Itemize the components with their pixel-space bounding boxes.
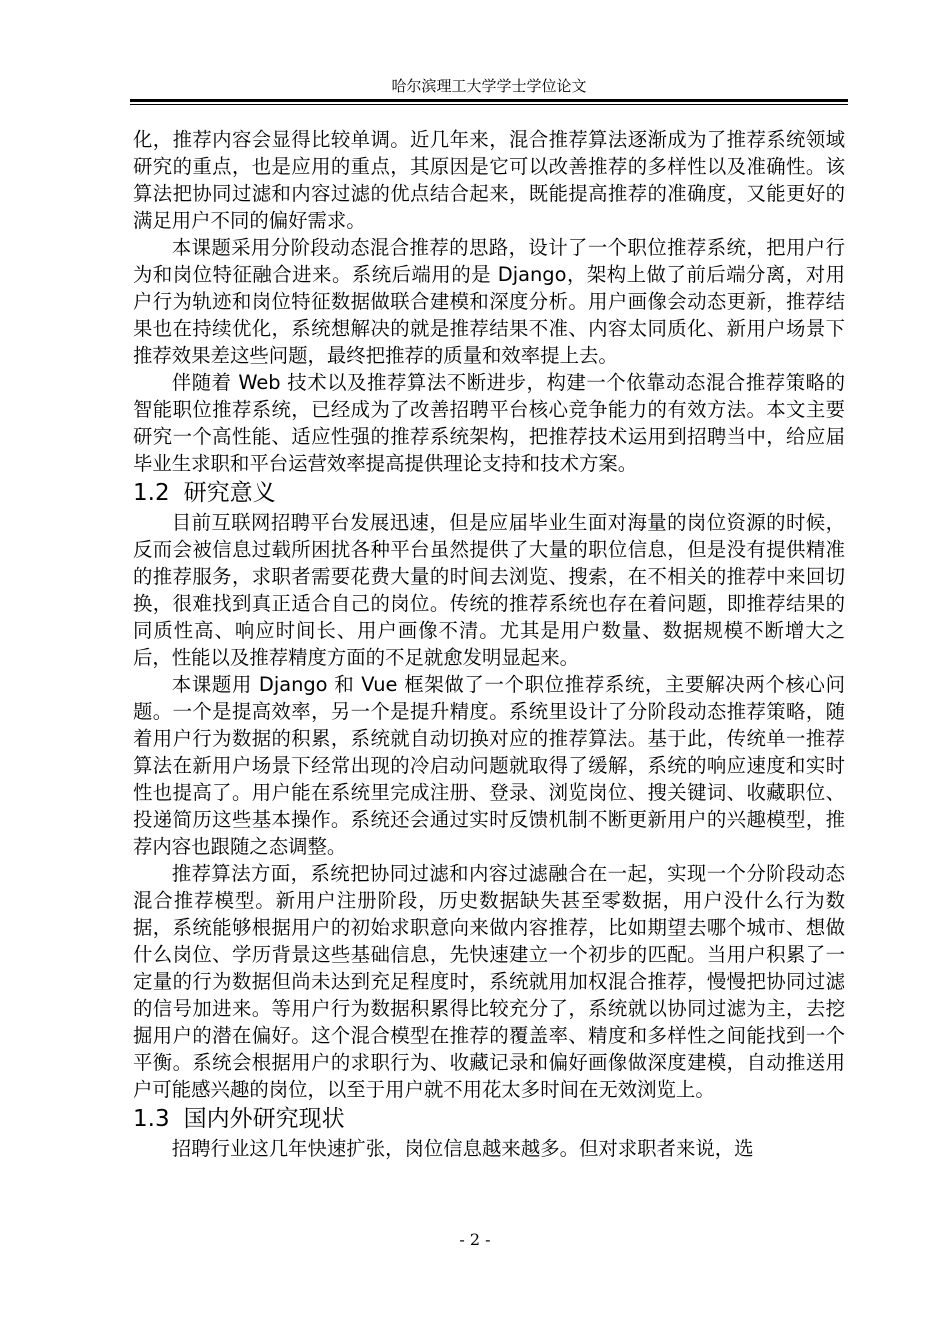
paragraph: 推荐算法方面，系统把协同过滤和内容过滤融合在一起，实现一个分阶段动态混合推荐模型。新用户注册阶段，历史数据缺失甚至零数据，用户没什么行为数据，系统能够根据用户的初始求职意向来做内容推荐，比如期望去哪个城市、想做什么岗位、学历背景这些基础信息，先快速建立一个初步的匹配。当用户积累了一定量的行为数据但尚未达到充足程度时，系统就用加权混合推荐，慢慢把协同过滤的信号加进来。等用户行为数据积累得比较充分了，系统就以协同过滤为主，去挖掘用户的潜在偏好。这个混合模型在推荐的覆盖率、精度和多样性之间能找到一个平衡。系统会根据用户的求职行为、收藏记录和偏好画像做深度建模，自动推送用户可能感兴趣的岗位，以至于用户就不用花太多时间在无效浏览上。	[133, 862, 845, 1101]
section-heading	[133, 477, 845, 509]
running-header: 哈尔滨理工大学学士学位论文	[391, 77, 587, 95]
paragraph: 化，推荐内容会显得比较单调。近几年来，混合推荐算法逐渐成为了推荐系统领域研究的重点，也是应用的重点，其原因是它可以改善推荐的多样性以及准确性。该算法把协同过滤和内容过滤的优点结合起来，既能提高推荐的准确度，又能更好的满足用户不同的偏好需求。	[133, 128, 845, 232]
section-title: 国内外研究现状	[183, 1106, 345, 1132]
paragraph: 本课题用 Django 和 Vue 框架做了一个职位推荐系统，主要解决两个核心问题。一个是提高效率，另一个是提升精度。系统里设计了分阶段动态推荐策略，随着用户行为数据的积累，系统就自动切换对应的推荐算法。基于此，传统单一推荐算法在新用户场景下经常出现的冷启动问题就取得了缓解，系统的响应速度和实时性也提高了。用户能在系统里完成注册、登录、浏览岗位、搜关键词、收藏职位、投递简历这些基本操作。系统还会通过实时反馈机制不断更新用户的兴趣模型，推荐内容也跟随之态调整。	[133, 673, 845, 858]
section-heading	[133, 1103, 845, 1135]
paragraph: 目前互联网招聘平台发展迅速，但是应届毕业生面对海量的岗位资源的时候，反而会被信息过载所困扰各种平台虽然提供了大量的职位信息，但是没有提供精准的推荐服务，求职者需要花费大量的时间去浏览、搜索，在不相关的推荐中来回切换，很难找到真正适合自己的岗位。传统的推荐系统也存在着问题，即推荐结果的同质性高、响应时间长、用户画像不清。尤其是用户数量、数据规模不断增大之后，性能以及推荐精度方面的不足就愈发明显起来。	[133, 511, 845, 669]
paragraph: 本课题采用分阶段动态混合推荐的思路，设计了一个职位推荐系统，把用户行为和岗位特征融合进来。系统后端用的是 Django，架构上做了前后端分离，对用户行为轨迹和岗位特征数据做联合建模和深度分析。用户画像会动态更新，推荐结果也在持续优化，系统想解决的就是推荐结果不准、内容太同质化、新用户场景下推荐效果差这些问题，最终把推荐的质量和效率提上去。	[133, 236, 845, 367]
header-rule-thin	[130, 104, 848, 105]
section-number: 1.3	[133, 1106, 170, 1132]
section-title: 研究意义	[183, 480, 276, 506]
section-number: 1.2	[133, 480, 170, 506]
paragraph: 伴随着 Web 技术以及推荐算法不断进步，构建一个依靠动态混合推荐策略的智能职位推荐系统，已经成为了改善招聘平台核心竞争能力的有效方法。本文主要研究一个高性能、适应性强的推荐系统架构，把推荐技术运用到招聘当中，给应届毕业生求职和平台运营效率提高提供理论支持和技术方案。	[133, 371, 845, 475]
paragraph: 招聘行业这几年快速扩张，岗位信息越来越多。但对求职者来说，选	[171, 1137, 754, 1160]
page-number: - 2 -	[459, 1230, 491, 1249]
header-rule-thick	[130, 99, 848, 102]
document-body	[133, 126, 845, 1162]
